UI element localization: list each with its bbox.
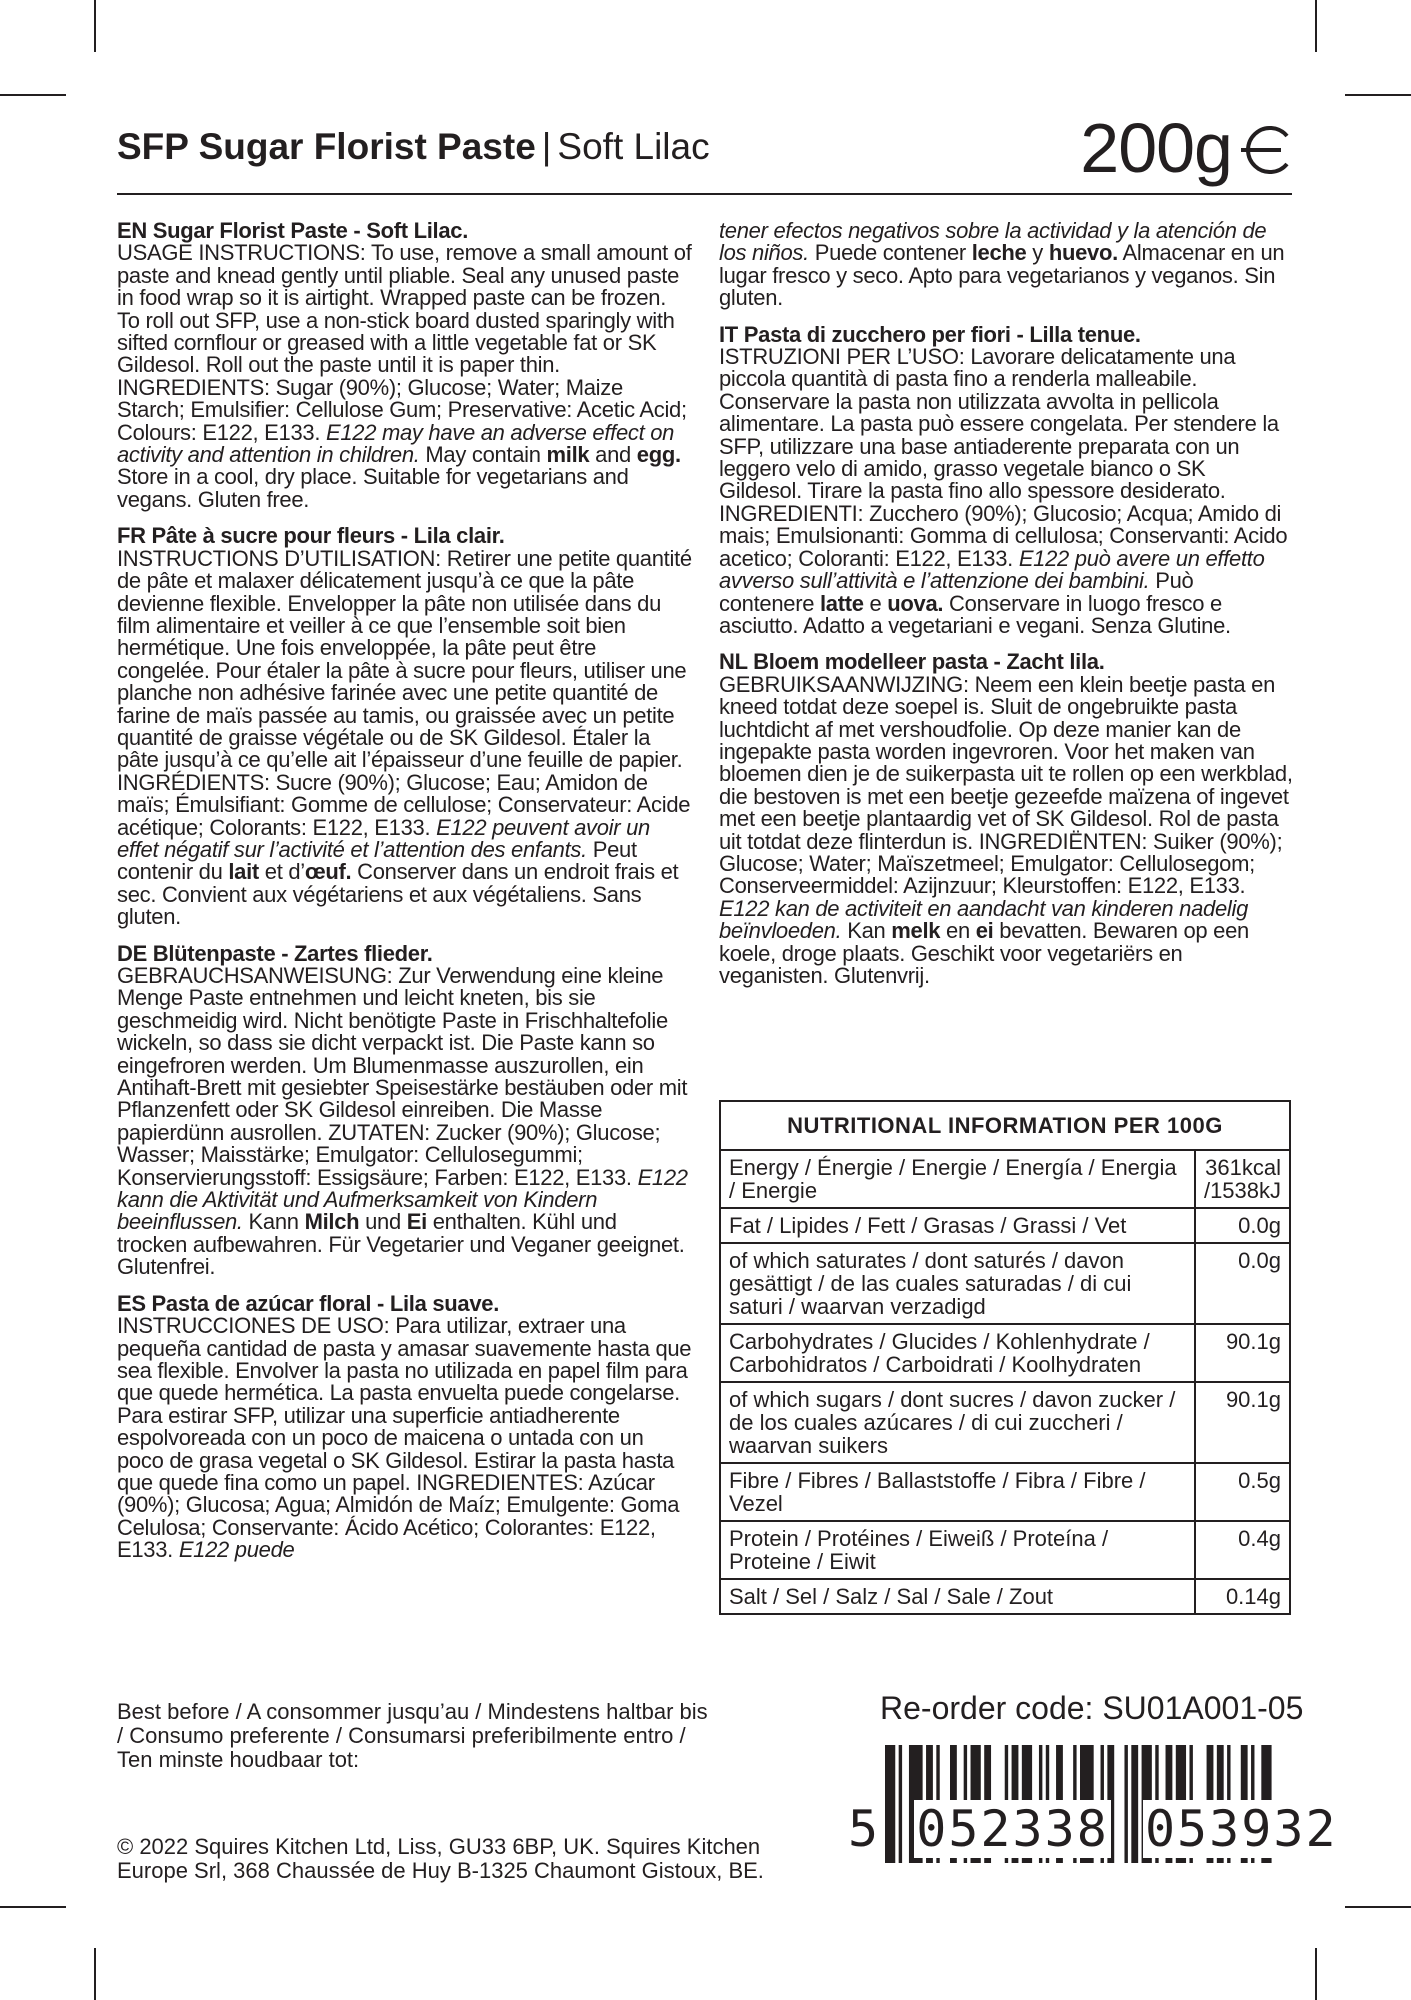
copyright-text: © 2022 Squires Kitchen Ltd, Liss, GU33 6BP, UK. Squires Kitchen Europe Srl, 368 Chaussée de Huy B-1325 Chaumont Gistoux, BE. <box>117 1834 764 1883</box>
crop-mark-top-left-v <box>94 0 96 52</box>
text-en-1: USAGE INSTRUCTIONS: To use, remove a small amount of paste and knead gently until pliable. Seal any unused paste in food wrap so it is airtight. Wrapped paste can be frozen. To roll out SFP, use a non-stick board dusted sparingly with sifted cornflour or greased with a little vegetable fat or SK Gildesol. Roll out the paste until it is paper thin. INGREDIENTS: Sugar (90%); Glucose; Water; Maize Starch; Emulsifier: Cellulose Gum; Preservative: Acetic Acid; Colours: E122, E133. <box>117 240 692 445</box>
section-es-continued <box>719 220 1294 310</box>
allergen-es-1: leche <box>971 240 1027 266</box>
text-en-3: and <box>589 442 637 468</box>
section-de <box>117 940 692 1280</box>
text-en-2: May contain <box>419 442 547 468</box>
table-row <box>720 1324 1290 1382</box>
heading-nl: NL Bloem modelleer pasta - Zacht lila. <box>719 649 1105 675</box>
text-it-2: Può contenere <box>719 568 1194 616</box>
net-weight: 200g <box>1080 109 1232 187</box>
heading-fr: FR Pâte à sucre pour fleurs - Lila clair. <box>117 523 505 549</box>
nutrient-value: 0.0g <box>1195 1243 1290 1324</box>
nutrient-label: Fat / Lipides / Fett / Grasas / Grassi / Vet <box>720 1208 1195 1243</box>
crop-mark-bottom-left-h <box>0 1906 66 1908</box>
warning-es-part1: E122 puede <box>178 1537 295 1563</box>
heading-en: EN Sugar Florist Paste - Soft Lilac. <box>117 218 469 243</box>
allergen-nl-1: melk <box>891 918 941 944</box>
table-row <box>720 1521 1290 1579</box>
product-name: SFP Sugar Florist Paste <box>117 126 536 167</box>
text-es-1: INSTRUCCIONES DE USO: Para utilizar, extraer una pequeña cantidad de pasta y amasar suavemente hasta que sea flexible. Envolver la pasta no utilizada en papel film para que quede hermética. La pasta envuelta puede congelarse. Para estirar SFP, utilizar una superficie antiadherente espolvoreada con un poco de maicena o untada con un poco de grasa vegetal o SK Gildesol. Estirar la pasta hasta que quede fina como un papel. INGREDIENTES: Azúcar (90%); Glucosa; Agua; Almidón de Maíz; Emulgente: Goma Celulosa; Conservante: Ácido Acético; Colorantes: E122, E133. <box>117 1313 692 1563</box>
text-nl-4: bevatten. Bewaren op een koele, droge plaats. Geschikt voor vegetariërs en veganisten. Glutenvrij. <box>719 918 1249 988</box>
nutrient-label: Energy / Énergie / Energie / Energía / Energia / Energie <box>720 1150 1195 1208</box>
nutrient-value: 361kcal /1538kJ <box>1195 1150 1290 1208</box>
table-row <box>720 1463 1290 1521</box>
allergen-en-2: egg. <box>636 442 681 468</box>
section-en <box>117 220 692 511</box>
warning-de: E122 kann die Aktivität und Aufmerksamkeit von Kindern beeinflussen. <box>117 1164 688 1235</box>
warning-es-part2: tener efectos negativos sobre la actividad y la atención de los niños. <box>719 218 1267 266</box>
table-row <box>720 1150 1290 1208</box>
allergen-it-1: latte <box>819 590 864 616</box>
nutrient-label: Protein / Protéines / Eiweiß / Proteína / Proteine / Eiwit <box>720 1521 1195 1579</box>
nutrient-label: Fibre / Fibres / Ballaststoffe / Fibra / Fibre / Vezel <box>720 1463 1195 1521</box>
crop-mark-top-right-h <box>1345 94 1411 96</box>
section-fr <box>117 525 692 928</box>
text-es-4: Almacenar en un lugar fresco y seco. Apto para vegetarianos y veganos. Sin gluten. <box>719 240 1285 311</box>
nutrient-value: 0.14g <box>1195 1579 1290 1614</box>
reorder-code: Re-order code: SU01A001-05 <box>880 1690 1304 1726</box>
heading-it: IT Pasta di zucchero per fiori - Lilla tenue. <box>719 321 1141 347</box>
text-fr-3: et d’ <box>258 859 305 885</box>
warning-it: E122 può avere un effetto avverso sull’attività e l’attenzione dei bambini. <box>719 545 1265 594</box>
allergen-it-2: uova. <box>887 590 944 616</box>
allergen-fr-2: œuf. <box>304 859 352 885</box>
text-it-1: ISTRUZIONI PER L’USO: Lavorare delicatamente una piccola quantità di pasta fino a renderla malleabile. Conservare la pasta non utilizzata avvolta in pellicola alimentare. La pasta può essere congelata. Per stendere la SFP, utilizzare una base antiaderente preparata con un leggero velo di amido, grasso vegetale bianco o SK Gildesol. Tirare la pasta fino allo spessore desiderato. INGREDIENTI: Zucchero (90%); Glucosio; Acqua; Amido di mais; Emulsionanti: Gomma di cellulosa; Conservanti: Acido acetico; Coloranti: E122, E133. <box>719 344 1288 571</box>
text-it-4: Conservare in luogo fresco e asciutto. Adatto a vegetariani e vegani. Senza Glutine. <box>719 590 1231 638</box>
text-fr-1: INSTRUCTIONS D’UTILISATION: Retirer une petite quantité de pâte et malaxer délicatement jusqu’à ce que la pâte devienne flexible. Envelopper la pâte non utilisée dans du film alimentaire et veiller à ce que l’ensemble soit bien hermétique. Une fois enveloppée, la pâte peut être congelée. Pour étaler la pâte à sucre pour fleurs, utiliser une planche non adhésive farinée avec une petite quantité de farine de maïs passée au tamis, ou graissée avec un petite quantité de graisse végétale ou de SK Gildesol. Étaler la pâte jusqu’à ce qu’elle ait l’épaisseur d’une feuille de papier. INGRÉDIENTS: Sucre (90%); Glucose; Eau; Amidon de maïs; Émulsifiant: Gomme de cellulose; Conservateur: Acide acétique; Colorants: E122, E133. <box>117 545 692 840</box>
text-de-4: enthalten. Kühl und trocken aufbewahren. Für Vegetarier und Veganer geeignet. Glutenfrei. <box>117 1209 685 1280</box>
warning-fr: E122 peuvent avoir un effet négatif sur l’activité et l’attention des enfants. <box>117 814 650 862</box>
allergen-en-1: milk <box>546 442 590 468</box>
allergen-de-2: Ei <box>406 1209 427 1235</box>
text-fr-2: Peut contenir du <box>117 836 637 885</box>
barcode-digits-left: 052338 <box>916 1800 1109 1858</box>
nutrient-label: of which sugars / dont sucres / davon zucker / de los cuales azúcares / di cui zuccheri / waarvan suikers <box>720 1382 1195 1463</box>
crop-mark-top-right-v <box>1315 0 1317 52</box>
header-rule <box>117 193 1292 195</box>
heading-de: DE Blütenpaste - Zartes flieder. <box>117 940 433 966</box>
crop-mark-top-left-h <box>0 94 66 96</box>
product-title <box>117 126 710 168</box>
section-it <box>719 321 1294 638</box>
crop-mark-bottom-right-v <box>1315 1948 1317 2000</box>
nutrient-value: 90.1g <box>1195 1324 1290 1382</box>
product-variant: Soft Lilac <box>557 126 710 167</box>
warning-en: E122 may have an adverse effect on activity and attention in children. <box>117 419 675 468</box>
section-es <box>117 1290 692 1563</box>
nutrient-label: of which saturates / dont saturés / davon gesättigt / de las cuales saturadas / di cui saturi / waarvan verzadigd <box>720 1243 1195 1324</box>
text-fr-4: Conserver dans un endroit frais et sec. Convient aux végétariens et aux végétaliens. Sans gluten. <box>117 859 679 930</box>
heading-es: ES Pasta de azúcar floral - Lila suave. <box>117 1290 500 1316</box>
nutrient-value: 0.0g <box>1195 1208 1290 1243</box>
allergen-es-2: huevo. <box>1048 240 1118 266</box>
right-column <box>719 220 1294 1001</box>
text-nl-3: en <box>940 918 976 944</box>
best-before-text: Best before / A consommer jusqu’au / Mindestens haltbar bis / Consumo preferente / Consumarsi preferibilmente entro / Ten minste houdbaar tot: <box>117 1699 708 1772</box>
nutrient-label: Salt / Sel / Salz / Sal / Sale / Zout <box>720 1579 1195 1614</box>
label-header <box>117 109 1292 192</box>
table-row <box>720 1208 1290 1243</box>
table-row <box>720 1243 1290 1324</box>
barcode-digit-first: 5 <box>848 1800 881 1858</box>
allergen-de-1: Milch <box>304 1209 360 1235</box>
text-it-3: e <box>863 590 888 616</box>
left-column <box>117 220 692 1576</box>
nutrient-label: Carbohydrates / Glucides / Kohlenhydrate / Carbohidratos / Carboidrati / Koolhydraten <box>720 1324 1195 1382</box>
nutrition-table <box>719 1100 1291 1615</box>
table-row <box>720 1382 1290 1463</box>
table-row <box>720 1579 1290 1614</box>
allergen-fr-1: lait <box>228 859 259 885</box>
text-nl-2: Kan <box>841 918 892 944</box>
allergen-nl-2: ei <box>975 918 994 944</box>
text-nl-1: GEBRUIKSAANWIJZING: Neem een klein beetje pasta en kneed totdat deze soepel is. Sluit de ongebruikte pasta luchtdicht af met vershoudfolie. Op deze manier kan de ingepakte pasta worden ingevroren. Voor het maken van bloemen dien je de suikerpasta uit te rollen op een werkblad, die bestoven is met een beetje gezeefde maïzena of ingevet met een beetje plantaardig vet of SK Gildesol. Rol de pasta uit totdat deze flinterdun is. INGREDIËNTEN: Suiker (90%); Glucose; Water; Maïszetmeel; Emulgator: Cellulosegom; Conserveermiddel: Azijnzuur; Kleurstoffen: E122, E133. <box>719 671 1293 899</box>
text-de-3: und <box>359 1209 407 1235</box>
text-de-2: Kann <box>242 1209 305 1235</box>
nutrition-table-title: NUTRITIONAL INFORMATION PER 100G <box>720 1101 1290 1150</box>
barcode-digits-right: 053932 <box>1144 1800 1338 1858</box>
nutrient-value: 0.4g <box>1195 1521 1290 1579</box>
text-de-1: GEBRAUCHSANWEISUNG: Zur Verwendung eine kleine Menge Paste entnehmen und leicht kneten, bis sie geschmeidig wird. Nicht benötigte Paste in Frischhaltefolie wickeln, so dass sie dicht verpackt ist. Die Paste kann so eingefroren werden. Um Blumenmasse auszurollen, ein Antihaft-Brett mit gesiebter Speisestärke bestäuben oder mit Pflanzenfett oder SK Gildesol einreiben. Die Masse papierdünn ausrollen. ZUTATEN: Zucker (90%); Glucose; Wasser; Maisstärke; Emulgator: Cellulosegummi; Konservierungsstoff: Essigsäure; Farben: E122, E133. <box>117 963 688 1190</box>
crop-mark-bottom-right-h <box>1345 1906 1411 1908</box>
nutrient-value: 0.5g <box>1195 1463 1290 1521</box>
nutrient-value: 90.1g <box>1195 1382 1290 1463</box>
section-nl <box>719 651 1294 987</box>
estimated-e-mark-icon <box>1237 126 1292 174</box>
text-es-2: Puede contener <box>808 240 972 266</box>
text-es-3: y <box>1026 240 1049 266</box>
warning-nl: E122 kan de activiteit en aandacht van kinderen nadelig beïnvloeden. <box>719 895 1248 944</box>
title-separator: | <box>541 126 552 167</box>
text-en-4: Store in a cool, dry place. Suitable for vegetarians and vegans. Gluten free. <box>117 464 629 512</box>
barcode-number <box>846 1800 1340 1858</box>
crop-mark-bottom-left-v <box>94 1948 96 2000</box>
